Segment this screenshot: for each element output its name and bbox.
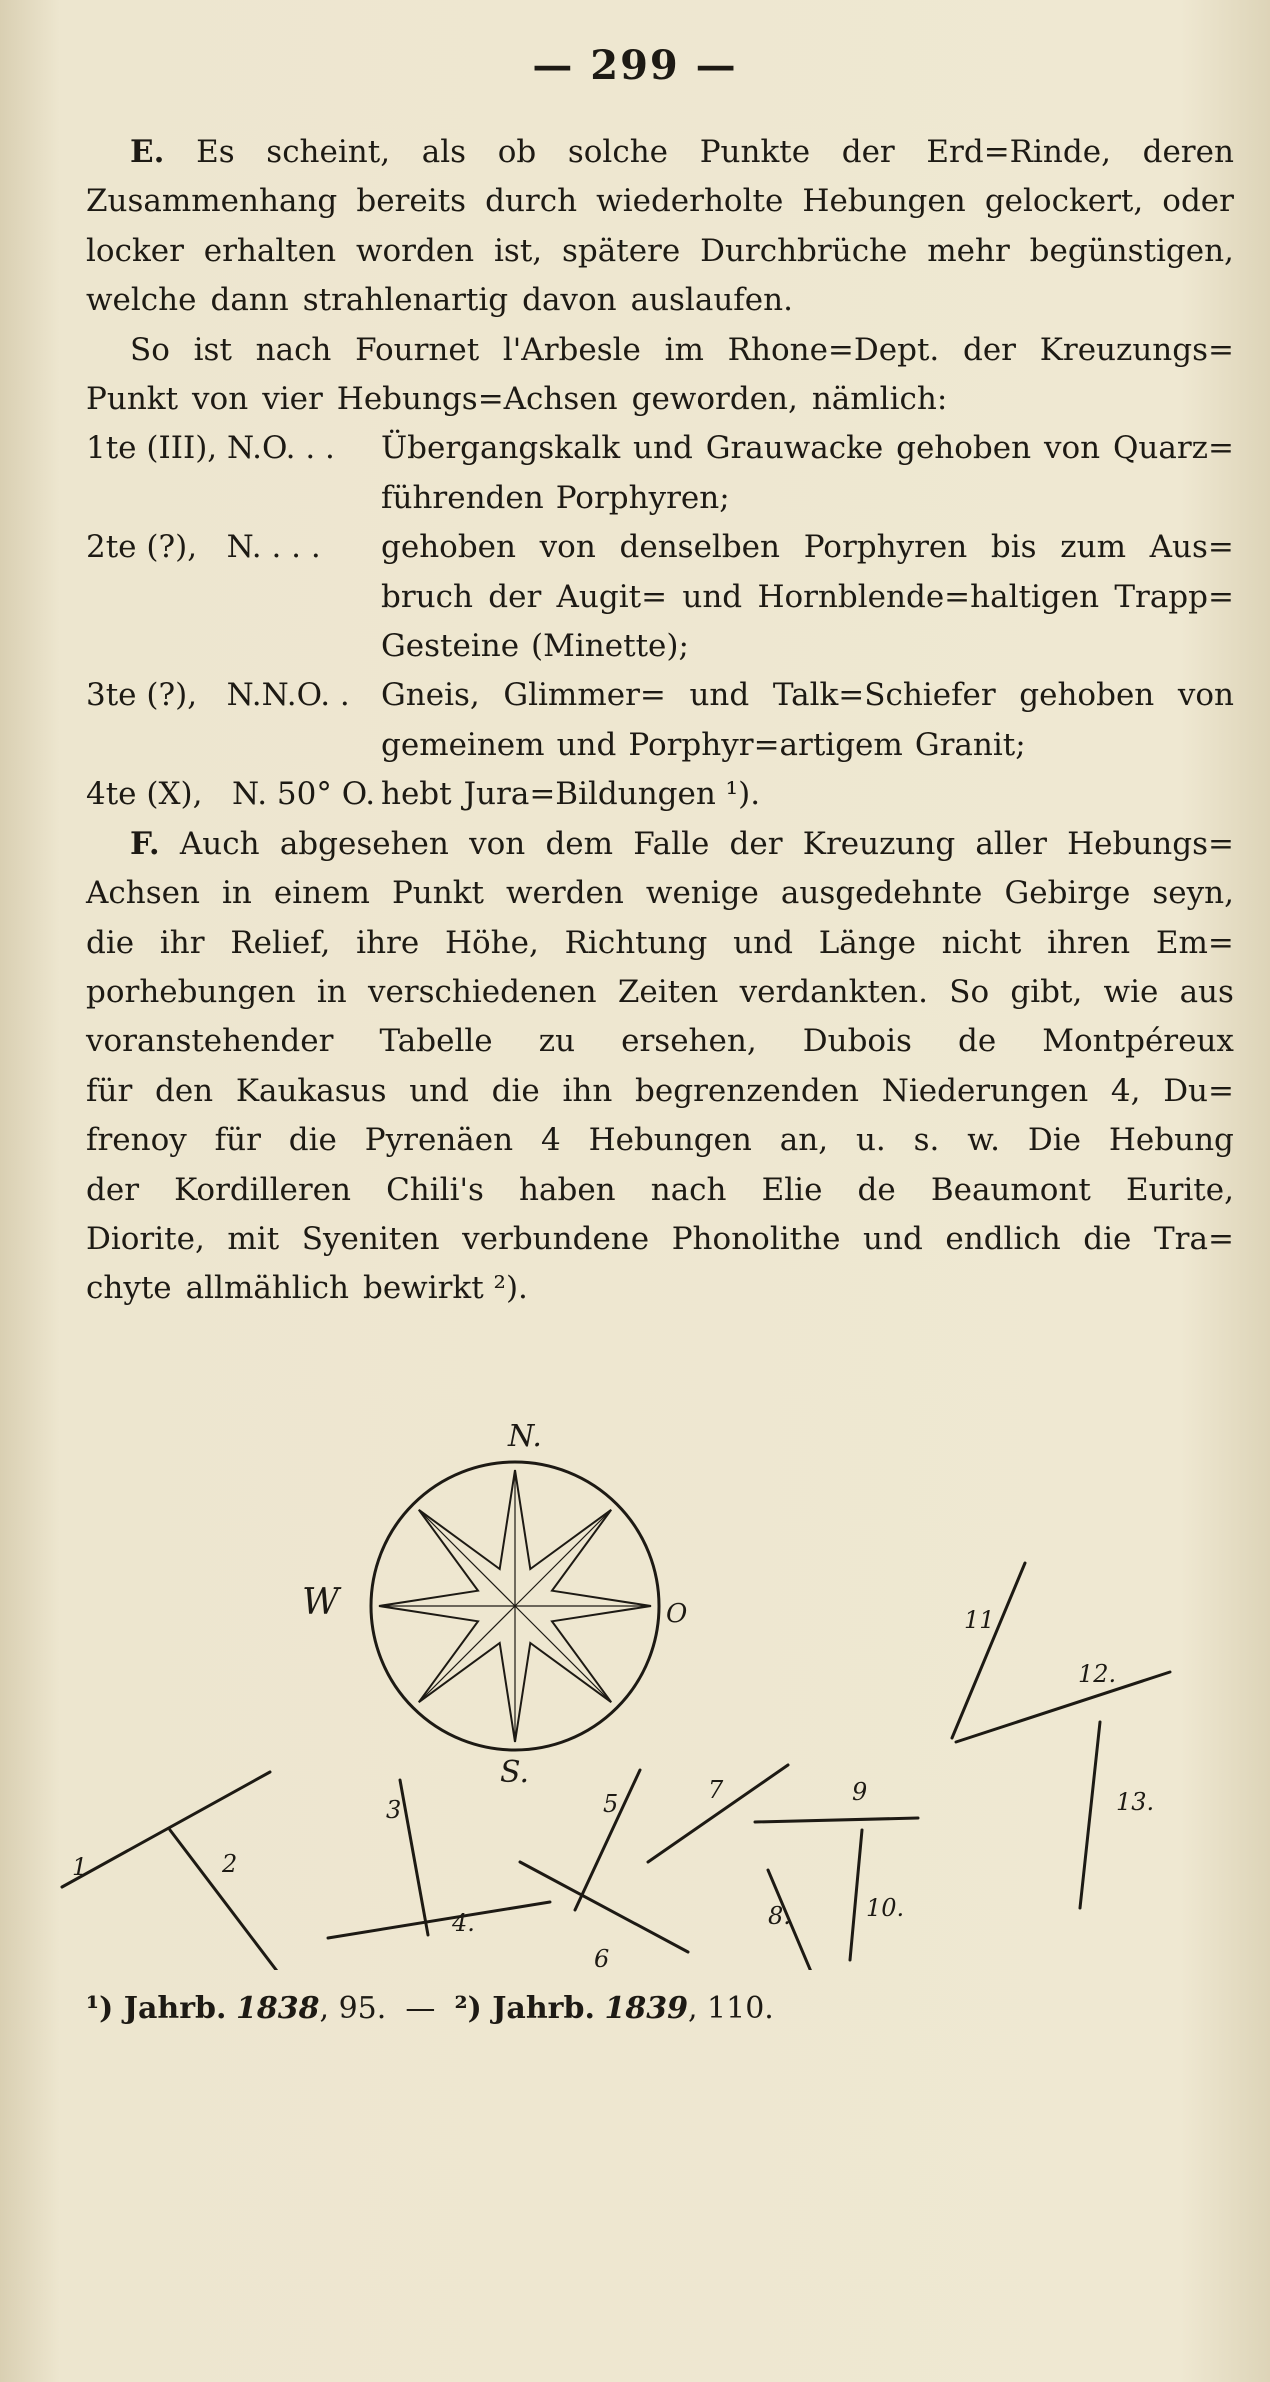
text-line — [86, 1067, 1234, 1116]
axis-label: 8. — [768, 1902, 791, 1930]
list-item-text — [381, 622, 1234, 671]
axis-label: 3 — [386, 1796, 402, 1824]
word: Kreuzung — [802, 825, 956, 862]
footnotes — [86, 1991, 1186, 2026]
axis-label: 10. — [866, 1894, 905, 1922]
word: der — [729, 825, 783, 862]
word: ihren — [1047, 924, 1131, 961]
axis-label: 1 — [72, 1853, 88, 1881]
text-line — [86, 227, 1234, 276]
word: Zusammenhang — [86, 183, 338, 220]
word: geworden, — [631, 381, 798, 418]
word: Tabelle — [379, 1023, 493, 1060]
word: und — [733, 924, 793, 961]
word: von — [192, 381, 249, 418]
word: Em= — [1155, 924, 1234, 961]
axis-lines — [62, 1563, 1170, 1970]
word: dann — [210, 282, 289, 319]
word: einem — [273, 875, 370, 912]
compass-south-label: S. — [500, 1755, 530, 1790]
word: Punkte — [699, 134, 811, 170]
word: Relief, — [230, 924, 331, 961]
word: Dubois — [802, 1023, 912, 1060]
axis-label: 12. — [1078, 1660, 1117, 1688]
word: locker — [86, 232, 184, 269]
word: die — [1083, 1220, 1132, 1257]
word: mehr — [927, 232, 1010, 269]
compass-east-label: O — [666, 1599, 688, 1629]
word: Granit; — [914, 726, 1026, 763]
word: verdankten. — [739, 973, 929, 1010]
word: Beaumont — [930, 1171, 1091, 1208]
list-item — [86, 721, 1234, 770]
word: Zeiten — [617, 973, 719, 1010]
word: Grauwacke — [705, 430, 884, 467]
list-item — [86, 523, 1234, 572]
word: Erd=Rinde, — [926, 134, 1111, 170]
word: seyn, — [1152, 875, 1234, 912]
footnote-2: ²) Jahrb. 1839, 110. — [454, 1991, 774, 2026]
word: Trapp= — [1114, 578, 1234, 615]
word: auslaufen. — [630, 282, 793, 319]
word: Diorite, — [86, 1220, 205, 1257]
word: wiederholte — [596, 183, 784, 220]
paragraph-e — [86, 128, 1234, 326]
word: Pyrenäen — [364, 1122, 514, 1159]
compass-rose — [371, 1462, 659, 1750]
word: für — [214, 1122, 261, 1159]
word: porhebungen — [86, 973, 296, 1010]
word: Es — [196, 134, 235, 170]
word: in — [316, 973, 347, 1010]
word: worden — [355, 232, 475, 269]
word: von — [1043, 430, 1101, 467]
word: von — [1177, 677, 1234, 714]
word: s. — [913, 1122, 940, 1159]
word: Syeniten — [301, 1220, 440, 1257]
list-item — [86, 573, 1234, 622]
word: wie — [1103, 973, 1159, 1010]
text-line — [86, 177, 1234, 226]
word: der — [86, 1171, 140, 1208]
word: Punkt — [86, 381, 179, 418]
axis-line-3 — [400, 1780, 428, 1935]
word: ausgedehnte — [780, 875, 983, 912]
word: aus — [1179, 973, 1234, 1010]
word: Auch — [179, 825, 260, 862]
word: gehoben — [896, 430, 1032, 467]
axis-line-9 — [755, 1818, 918, 1822]
list-item — [86, 622, 1234, 671]
word: Hebungs=Achsen — [336, 381, 618, 418]
axis-line-10 — [850, 1830, 862, 1960]
word: Hebungen — [588, 1122, 752, 1159]
list-item-label: 3te (?), N.N.O. . — [86, 677, 350, 714]
word: strahlenartig — [302, 282, 509, 319]
word: Gebirge — [1004, 875, 1131, 912]
word: Kaukasus — [235, 1072, 387, 1109]
word: 4, — [1110, 1072, 1141, 1109]
word: und — [682, 578, 743, 615]
list-item-label: 2te (?), N. . . . — [86, 529, 321, 566]
word: chyte — [86, 1270, 172, 1307]
axis-label: 2 — [222, 1850, 238, 1878]
word: endlich — [945, 1220, 1061, 1257]
word: nach — [650, 1171, 727, 1208]
word: So — [130, 331, 170, 368]
word: die — [86, 924, 135, 961]
word: Länge — [818, 924, 916, 961]
word: Gesteine — [381, 628, 520, 665]
list-item — [86, 424, 1234, 473]
word: aller — [975, 825, 1047, 862]
list-item-label: 4te (X), N. 50° O. — [86, 776, 376, 813]
word: Tra= — [1154, 1220, 1234, 1257]
word: begrenzenden — [635, 1072, 860, 1109]
word: gehoben — [381, 529, 516, 566]
figure-svg — [0, 1410, 1270, 1970]
list-item — [86, 474, 1234, 523]
word: erhalten — [203, 232, 337, 269]
word: nicht — [941, 924, 1022, 961]
word: hebt — [381, 776, 452, 813]
word: von — [539, 529, 596, 566]
word: haben — [519, 1171, 616, 1208]
word: Kordilleren — [174, 1171, 351, 1208]
page-number: — 299 — — [532, 42, 738, 89]
word: Aus= — [1149, 529, 1234, 566]
axis-line-1 — [62, 1772, 270, 1887]
body-text — [86, 128, 1234, 1314]
word: Höhe, — [444, 924, 539, 961]
text-line — [86, 869, 1234, 918]
footnote-separator: — — [405, 1991, 436, 2026]
list-item-label: 1te (III), N.O. . . — [86, 430, 335, 467]
word: zu — [538, 1023, 576, 1060]
compass-west-label: W — [302, 1582, 340, 1623]
list-item — [86, 671, 1234, 720]
compass-north-label: N. — [508, 1419, 542, 1454]
word: nach — [255, 331, 332, 368]
word: Hebung — [1108, 1122, 1234, 1159]
word: Elie — [761, 1171, 823, 1208]
word: scheint, — [266, 134, 391, 170]
word: Durchbrüche — [700, 232, 908, 269]
word: ihre — [356, 924, 420, 961]
word: 4 — [540, 1122, 561, 1159]
word: verbundene — [462, 1220, 650, 1257]
word: welche — [86, 282, 197, 319]
word: (Minette); — [531, 628, 689, 665]
text-line — [86, 276, 1234, 325]
compass-rays — [379, 1470, 651, 1742]
word: begünstigen, — [1029, 232, 1234, 269]
word: F. — [130, 825, 160, 862]
word: de — [857, 1171, 896, 1208]
word: mit — [227, 1220, 280, 1257]
word: ersehen, — [621, 1023, 757, 1060]
word: Eurite, — [1125, 1171, 1234, 1208]
list-item — [86, 770, 1234, 819]
word: die — [288, 1122, 337, 1159]
word: in — [221, 875, 252, 912]
list-item-text — [381, 474, 1234, 523]
word: Gneis, — [381, 677, 480, 714]
word: Niederungen — [881, 1072, 1089, 1109]
text-line — [86, 128, 1234, 177]
list-item-text — [381, 573, 1234, 622]
word: Augit= — [556, 578, 668, 615]
axis-label: 9 — [852, 1778, 868, 1806]
word: bis — [990, 529, 1037, 566]
text-line — [86, 375, 1234, 424]
text-line — [86, 326, 1234, 375]
word: Phonolithe — [671, 1220, 841, 1257]
word: Hebungs= — [1067, 825, 1234, 862]
text-line — [86, 1017, 1234, 1066]
axis-line-6 — [520, 1862, 688, 1952]
word: voranstehender — [86, 1023, 334, 1060]
word: u. — [855, 1122, 886, 1159]
word: für — [86, 1072, 133, 1109]
word: Die — [1027, 1122, 1081, 1159]
word: Porphyr=artigem — [628, 726, 903, 763]
word: gehoben — [1019, 677, 1155, 714]
axis-line-11 — [952, 1563, 1025, 1738]
uplift-list — [86, 424, 1234, 819]
word: gibt, — [1010, 973, 1083, 1010]
word: deren — [1142, 134, 1234, 170]
word: solche — [567, 134, 669, 170]
word: spätere — [562, 232, 681, 269]
word: Porphyren — [803, 529, 968, 566]
word: Talk=Schiefer — [772, 677, 996, 714]
word: durch — [485, 183, 578, 220]
word: denselben — [619, 529, 780, 566]
axis-label: 13. — [1116, 1788, 1155, 1816]
word: der — [962, 331, 1016, 368]
word: Rhone=Dept. — [727, 331, 940, 368]
word: Kreuzungs= — [1039, 331, 1234, 368]
axis-line-13 — [1080, 1722, 1100, 1908]
list-item-text — [381, 721, 1234, 770]
word: ob — [497, 134, 537, 170]
word: Punkt — [391, 875, 484, 912]
word: und — [633, 430, 693, 467]
word: im — [664, 331, 704, 368]
word: ist, — [494, 232, 543, 269]
word: und — [556, 726, 617, 763]
word: l'Arbesle — [502, 331, 641, 368]
word: die — [491, 1072, 540, 1109]
text-line — [86, 1264, 1234, 1313]
word: Quarz= — [1113, 430, 1234, 467]
word: bruch — [381, 578, 473, 615]
word: Falle — [633, 825, 710, 862]
word: zum — [1060, 529, 1126, 566]
list-item-text — [381, 523, 1234, 572]
word: von — [469, 825, 526, 862]
word: Du= — [1163, 1072, 1234, 1109]
word: und — [689, 677, 750, 714]
word: So — [949, 973, 990, 1010]
axis-line-12 — [956, 1672, 1170, 1742]
text-line — [86, 1215, 1234, 1264]
word: Übergangskalk — [381, 430, 621, 467]
text-line — [86, 1116, 1234, 1165]
word: abgesehen — [279, 825, 449, 862]
word: Hebungen — [802, 183, 966, 220]
word: und — [409, 1072, 469, 1109]
word: den — [154, 1072, 214, 1109]
word: Chili's — [386, 1171, 484, 1208]
word: oder — [1162, 183, 1234, 220]
word: der — [488, 578, 542, 615]
word: Fournet — [355, 331, 480, 368]
word: der — [841, 134, 895, 170]
word: bewirkt ²). — [362, 1270, 528, 1307]
word: Jura=Bildungen ¹). — [463, 776, 761, 813]
word: wenige — [645, 875, 759, 912]
word: verschiedenen — [367, 973, 597, 1010]
word: vier — [262, 381, 323, 418]
axis-label: 4. — [452, 1909, 475, 1937]
word: w. — [967, 1122, 1000, 1159]
word: Porphyren; — [555, 479, 730, 516]
word: ist — [193, 331, 232, 368]
footnote-1: ¹) Jahrb. 1838, 95. — [86, 1991, 387, 2026]
word: bereits — [356, 183, 466, 220]
word: davon — [522, 282, 617, 319]
list-item-text — [381, 424, 1234, 473]
word: dem — [545, 825, 614, 862]
axis-line-4 — [328, 1902, 550, 1938]
paragraph-f — [86, 820, 1234, 1314]
word: allmählich — [185, 1270, 349, 1307]
word: nämlich: — [811, 381, 948, 418]
list-item-text — [381, 671, 1234, 720]
word: de — [958, 1023, 997, 1060]
word: gelockert, — [984, 183, 1144, 220]
word: ihn — [562, 1072, 613, 1109]
word: als — [421, 134, 467, 170]
word: Achsen — [86, 875, 200, 912]
word: werden — [506, 875, 624, 912]
word: E. — [130, 134, 165, 170]
axis-label: 5 — [603, 1790, 619, 1818]
word: Glimmer= — [503, 677, 666, 714]
word: führenden — [381, 479, 544, 516]
word: gemeinem — [381, 726, 545, 763]
axis-label: 6 — [594, 1945, 610, 1970]
word: Montpéreux — [1042, 1023, 1234, 1060]
paragraph-intro — [86, 326, 1234, 425]
word: ihr — [159, 924, 205, 961]
word: an, — [779, 1122, 829, 1159]
list-item-text — [381, 770, 1234, 819]
text-line — [86, 1166, 1234, 1215]
text-line — [86, 919, 1234, 968]
word: Richtung — [564, 924, 708, 961]
word: frenoy — [86, 1122, 187, 1159]
text-line — [86, 820, 1234, 869]
axis-label: 11 — [964, 1606, 995, 1634]
axis-label: 7 — [708, 1776, 724, 1804]
figure-uplift-axes — [0, 1410, 1270, 1970]
word: und — [863, 1220, 923, 1257]
word: Hornblende=haltigen — [757, 578, 1100, 615]
text-line — [86, 968, 1234, 1017]
